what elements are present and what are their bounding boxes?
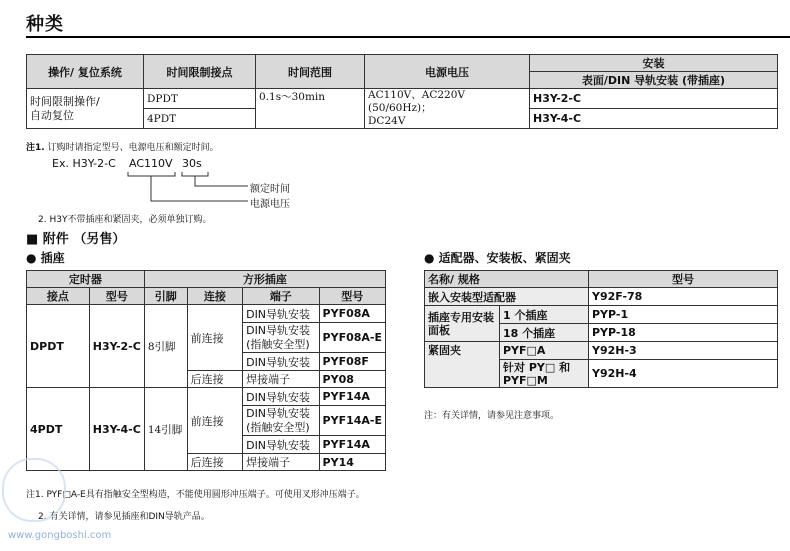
sockets-heading: ● 插座 xyxy=(26,251,65,265)
model-cell: H3Y-2-C xyxy=(530,89,778,109)
adapter-heading: ● 适配器、安装板、紧固夹 xyxy=(424,251,571,265)
socket-connection: 后连接 xyxy=(187,371,242,388)
adapter-col-name: 名称/ 规格 xyxy=(425,271,589,288)
socket-terminal: 焊接端子 xyxy=(243,454,319,471)
socket-model: PYF14A xyxy=(319,388,385,406)
page-title: 种类 xyxy=(26,14,64,35)
adapter-name: 插座专用安装面板 xyxy=(425,306,500,342)
socket-terminal: DIN导轨安装 (指触安全型) xyxy=(243,323,319,353)
col-socket-model: 型号 xyxy=(319,288,385,305)
socket-model: PYF08A-E xyxy=(319,323,385,353)
adapter-note: 注：有关详情，请参见注意事项。 xyxy=(424,411,560,421)
adapter-table xyxy=(424,270,778,388)
accessories-heading: ■ 附件 （另售） xyxy=(26,232,126,247)
socket-terminal: DIN导轨安装 xyxy=(243,305,319,323)
header-install: 安装 xyxy=(530,55,778,72)
adapter-spec: 针对 PY□ 和 PYF□M xyxy=(500,360,589,388)
adapter-model: Y92H-3 xyxy=(589,342,778,360)
model-cell: H3Y-4-C xyxy=(530,109,778,129)
socket-model: PYF08A xyxy=(319,305,385,323)
note-1 xyxy=(26,140,219,153)
socket-model: PYF14A-E xyxy=(319,406,385,436)
op-value: 时间限制操作/ 自动复位 xyxy=(27,89,144,129)
group-socket: 方形插座 xyxy=(144,271,385,288)
example-voltage: AC110V xyxy=(129,157,173,170)
socket-terminal: 焊接端子 xyxy=(243,371,319,388)
adapter-spec: PYF□A xyxy=(500,342,589,360)
contacts-cell: DPDT xyxy=(144,89,256,109)
socket-terminal: DIN导轨安装 (指触安全型) xyxy=(243,406,319,436)
socket-timer-model: H3Y-2-C xyxy=(89,305,144,388)
col-model: 型号 xyxy=(89,288,144,305)
watermark-logo-icon xyxy=(2,458,66,522)
sockets-note-1: 注1. PYF□A-E具有指触安全型构造，不能使用圆形冲压端子。可使用叉形冲压端子。 xyxy=(26,490,365,500)
group-timer: 定时器 xyxy=(27,271,145,288)
col-terminal: 端子 xyxy=(243,288,319,305)
socket-contact: DPDT xyxy=(27,305,90,388)
socket-model: PYF14A xyxy=(319,436,385,454)
adapter-model: Y92H-4 xyxy=(589,360,778,388)
adapter-name: 紧固夹 xyxy=(425,342,500,388)
types-table xyxy=(26,54,778,129)
socket-terminal: DIN导轨安装 xyxy=(243,436,319,454)
socket-model: PY14 xyxy=(319,454,385,471)
note-1-label: 注1. xyxy=(26,143,45,153)
example-callout-lines xyxy=(120,168,250,213)
adapter-col-model: 型号 xyxy=(589,271,778,288)
title-divider xyxy=(26,36,790,38)
contacts-cell: 4PDT xyxy=(144,109,256,129)
header-range: 时间范围 xyxy=(256,55,365,89)
socket-model: PYF08F xyxy=(319,353,385,371)
watermark-url: www.gongboshi.com xyxy=(8,530,112,541)
header-contacts: 时间限制接点 xyxy=(144,55,256,89)
col-connection: 连接 xyxy=(187,288,242,305)
socket-model: PY08 xyxy=(319,371,385,388)
note-2: 2. H3Y不带插座和紧固夹，必须单独订购。 xyxy=(38,215,212,225)
adapter-spec: 1 个插座 xyxy=(500,306,589,324)
socket-terminal: DIN导轨安装 xyxy=(243,388,319,406)
adapter-name: 嵌入安装型适配器 xyxy=(425,288,589,306)
adapter-model: PYP-1 xyxy=(589,306,778,324)
range-value: 0.1s～30min xyxy=(256,89,365,129)
voltage-value: AC110V、AC220V (50/60Hz)； DC24V xyxy=(365,89,530,129)
socket-terminal: DIN导轨安装 xyxy=(243,353,319,371)
adapter-spec: 18 个插座 xyxy=(500,324,589,342)
sockets-note-2: 2. 有关详情，请参见插座和DIN导轨产品。 xyxy=(38,512,210,522)
example-prefix: Ex. H3Y-2-C xyxy=(52,157,116,170)
socket-connection: 前连接 xyxy=(187,388,242,454)
header-op: 操作/ 复位系统 xyxy=(27,55,144,89)
socket-timer-model: H3Y-4-C xyxy=(89,388,144,471)
label-rated-time: 额定时间 xyxy=(250,184,290,195)
socket-pins: 8引脚 xyxy=(144,305,187,388)
socket-connection: 后连接 xyxy=(187,454,242,471)
socket-pins: 14引脚 xyxy=(144,388,187,471)
socket-contact: 4PDT xyxy=(27,388,90,471)
note-1-text: 订购时请指定型号、电源电压和额定时间。 xyxy=(47,143,219,153)
col-pins: 引脚 xyxy=(144,288,187,305)
adapter-model: PYP-18 xyxy=(589,324,778,342)
adapter-model: Y92F-78 xyxy=(589,288,778,306)
socket-connection: 前连接 xyxy=(187,305,242,371)
col-contact: 接点 xyxy=(27,288,90,305)
header-install-sub: 表面/DIN 导轨安装 (带插座) xyxy=(530,72,778,89)
example-time: 30s xyxy=(182,157,202,170)
header-voltage: 电源电压 xyxy=(365,55,530,89)
label-supply-voltage: 电源电压 xyxy=(250,199,290,210)
sockets-table xyxy=(26,270,386,471)
